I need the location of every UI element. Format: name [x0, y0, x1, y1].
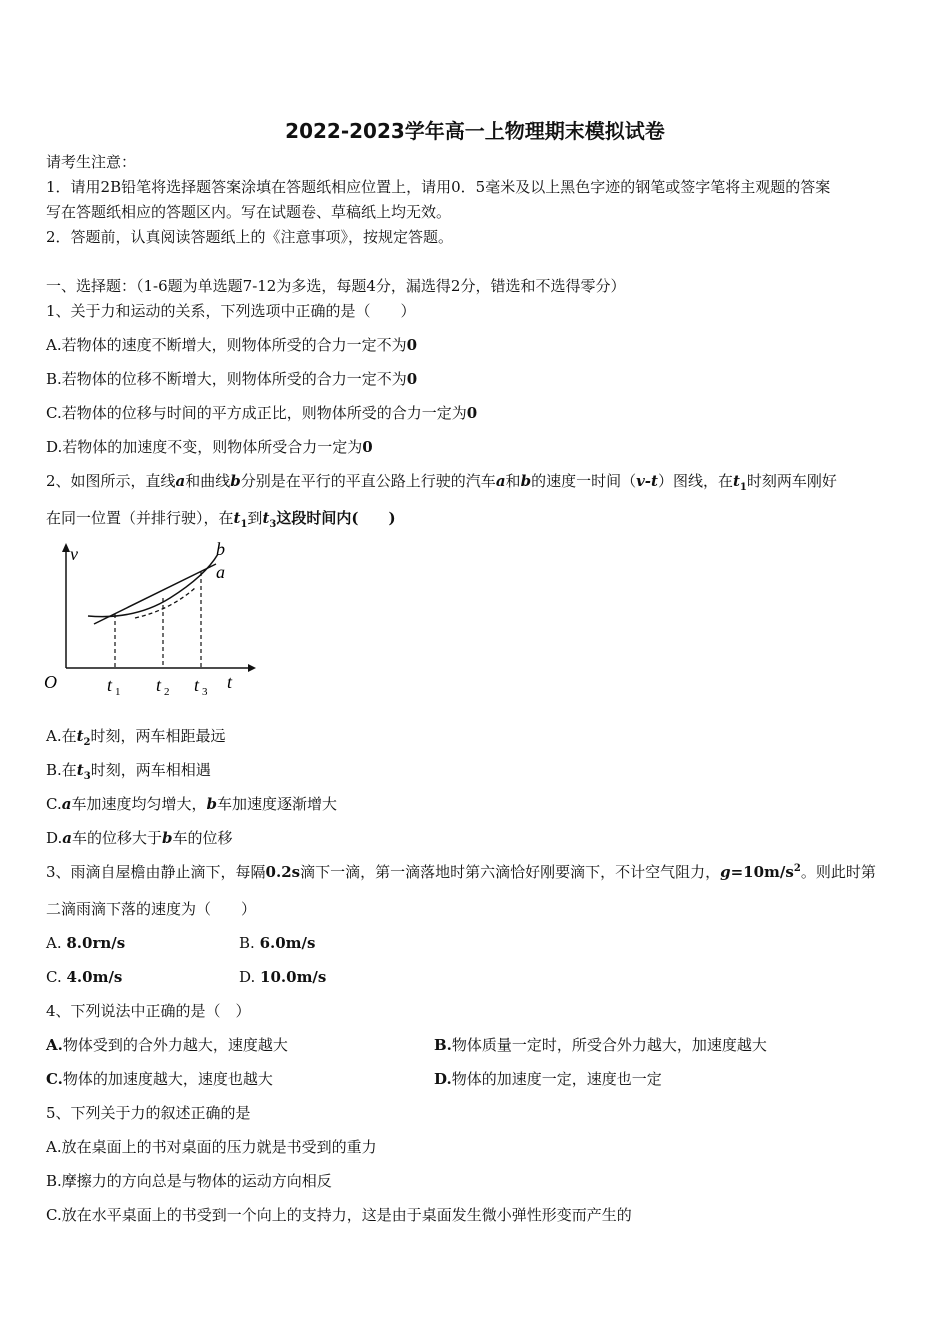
q1-option-b: B.若物体的位移不断增大，则物体所受的合力一定不为0 — [46, 370, 418, 388]
q4-stem: 4、下列说法中正确的是（ ） — [46, 1002, 251, 1020]
t3-label: t — [194, 675, 200, 695]
v-axis-label: v — [70, 544, 78, 564]
q5-option-c: C.放在水平桌面上的书受到一个向上的支持力，这是由于桌面发生微小弹性形变而产生的 — [46, 1206, 632, 1224]
t-axis-arrow — [248, 664, 256, 672]
v-axis-arrow — [62, 543, 70, 552]
origin-label: O — [44, 672, 57, 692]
q2-option-d: D.a车的位移大于b车的位移 — [46, 829, 233, 847]
q1-option-c: C.若物体的位移与时间的平方成正比，则物体所受的合力一定为0 — [46, 404, 478, 422]
t1-sub: 1 — [115, 686, 121, 698]
t-axis-label: t — [227, 672, 233, 692]
vt-graph — [40, 538, 260, 703]
notice-heading: 请考生注意： — [46, 153, 137, 171]
q3-option-c: C. 4.0m/s — [46, 968, 123, 986]
q4-option-d: D.物体的加速度一定，速度也一定 — [434, 1070, 662, 1088]
q2-stem-line-2: 在同一位置（并排行驶），在$t_1$到$t_3$这段时间内( ) — [46, 509, 396, 530]
q1-stem: 1、关于力和运动的关系，下列选项中正确的是（ ） — [46, 302, 416, 320]
q1-option-a: A.若物体的速度不断增大，则物体所受的合力一定不为0 — [46, 336, 418, 354]
q1-option-d: D.若物体的加速度不变，则物体所受合力一定为0 — [46, 438, 373, 456]
q3-option-b: B. 6.0m/s — [239, 934, 316, 952]
q5-stem: 5、下列关于力的叙述正确的是 — [46, 1104, 251, 1122]
t2-label: t — [156, 675, 162, 695]
q3-stem-line-2: 二滴雨滴下落的速度为（ ） — [46, 900, 257, 918]
dashed-curve — [135, 588, 195, 618]
q4-option-b: B.物体质量一定时，所受合外力越大，加速度越大 — [434, 1036, 767, 1054]
q3-option-d: D. 10.0m/s — [239, 968, 327, 986]
q3-option-a: A. 8.0rn/s — [46, 934, 126, 952]
q4-option-c: C.物体的加速度越大，速度也越大 — [46, 1070, 273, 1088]
page-title: 2022-2023学年高一上物理期末模拟试卷 — [285, 119, 665, 143]
line-a — [94, 564, 216, 624]
line-a-label: a — [216, 562, 225, 582]
curve-b — [88, 554, 218, 617]
section-heading: 一、选择题：（1-6题为单选题7-12为多选，每题4分，漏选得2分，错选和不选得零分） — [46, 277, 626, 295]
q2-stem-line-1: 2、如图所示，直线a和曲线b分别是在平行的平直公路上行驶的汽车a和b的速度一时间（v-t）图线，在$t_1$时刻两车刚好 — [46, 472, 837, 493]
t2-sub: 2 — [164, 686, 170, 698]
q2-option-a: A.在$t_2$时刻，两车相距最远 — [46, 727, 226, 748]
q3-stem-line-1: 3、雨滴自屋檐由静止滴下，每隔0.2s滴下一滴，第一滴落地时第六滴恰好刚要滴下，不计空气阻力，$g=10m/s^2$。则此时第 — [46, 863, 876, 881]
q2-option-b: B.在$t_3$时刻，两车相相遇 — [46, 761, 211, 782]
notice-item-1-line-1: 1．请用2B铅笔将选择题答案涂填在答题纸相应位置上，请用0．5毫米及以上黑色字迹的钢笔或签字笔将主观题的答案 — [46, 178, 831, 196]
t3-sub: 3 — [202, 686, 208, 698]
q4-option-a: A.物体受到的合外力越大，速度越大 — [46, 1036, 288, 1054]
curve-b-label: b — [216, 539, 225, 559]
notice-item-1-line-2: 写在答题纸相应的答题区内。写在试题卷、草稿纸上均无效。 — [46, 203, 452, 221]
q2-option-c: C.a车加速度均匀增大，b车加速度逐渐增大 — [46, 795, 337, 813]
t1-label: t — [107, 675, 113, 695]
q5-option-b: B.摩擦力的方向总是与物体的运动方向相反 — [46, 1172, 332, 1190]
q5-option-a: A.放在桌面上的书对桌面的压力就是书受到的重力 — [46, 1138, 377, 1156]
notice-item-2: 2．答题前，认真阅读答题纸上的《注意事项》，按规定答题。 — [46, 228, 454, 246]
